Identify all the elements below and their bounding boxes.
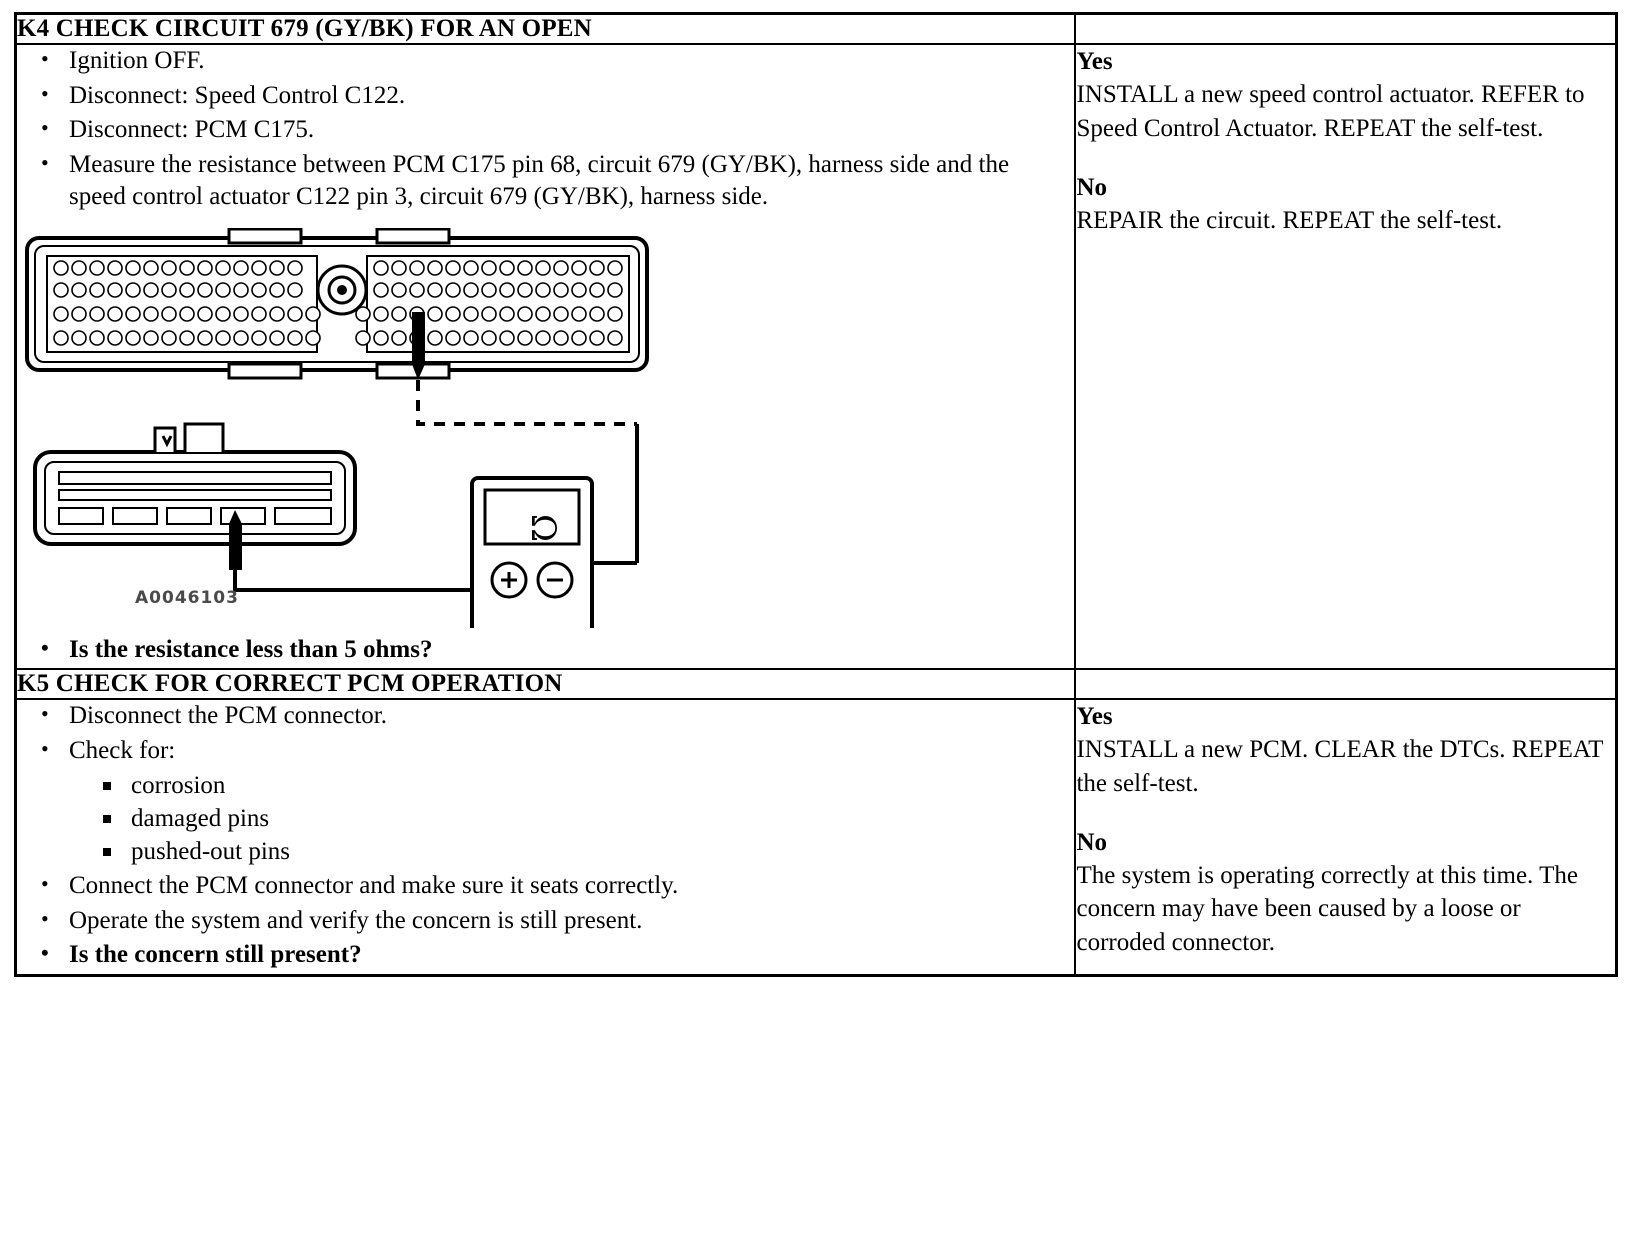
result-yes-text: INSTALL a new PCM. CLEAR the DTCs. REPEAT the self-test. [1076,736,1603,797]
step-k5-bullet-list [17,700,1074,972]
ohmmeter-illustration [472,478,592,628]
step-k4-bullet-list [17,45,1074,214]
result-no-label: No [1076,173,1108,201]
list-item: damaged pins [69,802,1074,835]
step-body-k5 [16,699,1076,975]
list-item: • Disconnect: Speed Control C122. [17,80,1074,113]
table-row [16,44,1617,669]
actuator-connector-illustration [35,424,355,544]
pcm-connector-illustration [27,229,647,378]
figure-code: A0046103 [135,587,239,608]
table-row [16,669,1617,699]
step-k5-sub-list [69,769,1074,868]
result-yes [1076,45,1615,145]
result-yes-text: INSTALL a new speed control actuator. REFER to Speed Control Actuator. REPEAT the self-test. [1076,81,1585,142]
step-header-k4: K4 CHECK CIRCUIT 679 (GY/BK) FOR AN OPEN [16,14,1076,45]
step-header-k4-side-blank [1075,14,1616,45]
svg-text:Ω: Ω [523,513,563,542]
result-yes-label: Yes [1076,48,1113,75]
step-header-k5-side-blank [1075,669,1616,699]
result-no-text: REPAIR the circuit. REPEAT the self-test. [1076,207,1503,234]
list-item-label: Check for: [69,736,176,764]
list-item: pushed-out pins [69,835,1074,868]
result-no-label: No [1076,828,1108,856]
connector-meter-figure [17,228,937,628]
list-item [17,735,1074,869]
step-header-k5: K5 CHECK FOR CORRECT PCM OPERATION [16,669,1076,699]
step-k4-question-list [17,634,1074,667]
table-row [16,699,1617,975]
table-row [16,14,1617,45]
step-body-k4 [16,44,1076,669]
step-question: • Is the resistance less than 5 ohms? [17,634,1074,667]
list-item: • Ignition OFF. [17,45,1074,78]
step-k4-results [1075,44,1616,669]
list-item: • Operate the system and verify the concern is still present. [17,905,1074,938]
step-k5-results [1075,699,1616,975]
result-yes [1076,700,1615,800]
result-no [1076,171,1615,238]
pinpoint-test-table [14,12,1618,977]
list-item: • Disconnect: PCM C175. [17,114,1074,147]
result-no [1076,826,1615,959]
result-no-text: The system is operating correctly at this time. The concern may have been caused by a loose or corroded connector. [1076,862,1578,956]
list-item: corrosion [69,769,1074,802]
step-question: • Is the concern still present? [17,939,1074,972]
result-yes-label: Yes [1076,703,1113,730]
list-item: • Measure the resistance between PCM C175 pin 68, circuit 679 (GY/BK), harness side and the speed control actuator C122 pin 3, circuit 679 (GY/BK), harness side. [17,149,1074,214]
list-item: • Connect the PCM connector and make sure it seats correctly. [17,870,1074,903]
list-item: • Disconnect the PCM connector. [17,700,1074,733]
